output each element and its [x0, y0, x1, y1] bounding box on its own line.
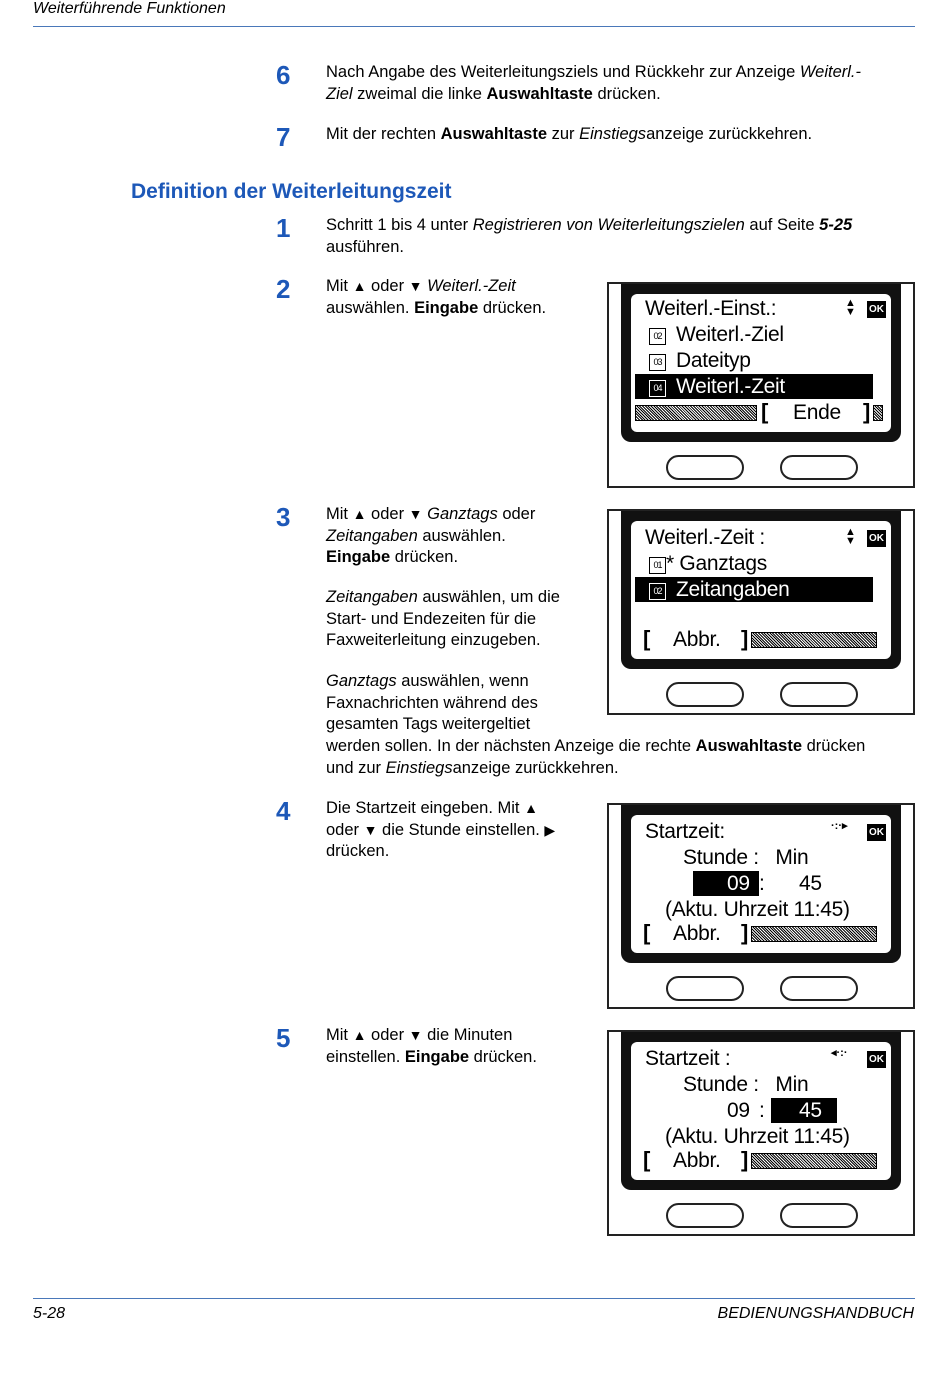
step-number: 4 [276, 796, 291, 826]
lcd-screen: Startzeit : ◂·:· OK Stunde : Min 09 : 45 (Aktu. Uhrzeit 11:45) [ Abbr. ] [631, 1042, 891, 1180]
lcd-softkey-left: Abbr. [673, 1149, 721, 1172]
footer-rule [33, 1298, 915, 1299]
step-3-note-1: Zeitangaben auswählen, um die Start- und Endezeiten für die Faxweiterleitung einzugeben. [326, 588, 560, 650]
step-3-text: Mit ▲ oder ▼ Ganztags oder Zeitangaben auswählen. Eingabe drücken. [326, 505, 536, 567]
left-select-key[interactable] [666, 455, 744, 480]
lcd-menu-item-selected: 04 Weiterl.-Zeit [649, 374, 891, 400]
up-down-icon: ▲ ▼ [845, 526, 856, 547]
lcd-screen: Weiterl.-Einst.: ▲ ▼ OK 02 Weiterl.-Ziel 03 Dateityp 04 Weiterl.-Zeit [ Ende ] [631, 294, 891, 432]
lcd-menu-item: 01 * Ganztags [649, 551, 891, 577]
lcd-separator: : [759, 1099, 765, 1122]
step-number: 3 [276, 502, 291, 532]
lcd-menu-item-selected: 02 Zeitangaben [649, 577, 891, 603]
ok-icon: OK [867, 530, 886, 547]
lcd-menu-item: 03 Dateityp [649, 348, 891, 374]
step-number: 1 [276, 213, 291, 243]
ok-icon: OK [867, 301, 886, 318]
right-select-key[interactable] [780, 455, 858, 480]
page-number: 5-28 [33, 1305, 66, 1322]
lcd-title: Weiterl.-Einst.: [645, 297, 777, 320]
lcd-softkey-left: Abbr. [673, 922, 721, 945]
step-3-note-2: Ganztags auswählen, wenn Faxnachrichten während des gesamten Tags weitergeltiet werden sollen. In der nächsten Anzeige die rechte Auswahltaste drücken und zur Einstiegsanzeige zurückkehren. [326, 672, 866, 777]
lcd-screen: Startzeit: ·:·▸ OK Stunde : Min 09 : 45 (Aktu. Uhrzeit 11:45) [ Abbr. ] [631, 815, 891, 953]
lcd-screen: Weiterl.-Zeit : ▲ ▼ OK 01 * Ganztags 02 Zeitangaben [ Abbr. ] [631, 521, 891, 659]
right-select-key[interactable] [780, 682, 858, 707]
left-select-key[interactable] [666, 682, 744, 707]
down-arrow-icon: ▼ [408, 506, 423, 522]
up-down-icon: ▲ ▼ [845, 297, 856, 318]
lcd-current-time: (Aktu. Uhrzeit 11:45) [665, 1125, 850, 1148]
four-way-arrow-icon: ◂·:· [831, 1047, 848, 1059]
down-arrow-icon: ▼ [363, 821, 378, 838]
step-5-text: Mit ▲ oder ▼ die Minuten einstellen. Eingabe drücken. [326, 1026, 537, 1066]
lcd-panel-1 [607, 282, 915, 488]
lcd-softkey-empty [751, 632, 877, 648]
lcd-field-labels: Stunde : Min [683, 846, 809, 869]
lcd-softkey-empty [751, 926, 877, 942]
step-6-text: Nach Angabe des Weiterleitungsziels und Rückkehr zur Anzeige Weiterl.- Ziel zweimal die linke Auswahltaste drücken. [326, 63, 862, 103]
up-arrow-icon: ▲ [352, 506, 367, 522]
lcd-hour-value: 09 [727, 872, 750, 895]
lcd-title: Startzeit: [645, 820, 725, 843]
manual-title: BEDIENUNGSHANDBUCH [717, 1305, 914, 1322]
lcd-separator: : [759, 872, 765, 895]
lcd-softkey-empty [635, 405, 757, 421]
right-select-key[interactable] [780, 976, 858, 1001]
down-arrow-icon: ▼ [408, 1027, 423, 1043]
lcd-panel-4 [607, 1030, 915, 1236]
lcd-softkey-right: Ende [793, 401, 841, 424]
up-arrow-icon: ▲ [352, 278, 367, 294]
step-number: 6 [276, 60, 291, 90]
step-7-text: Mit der rechten Auswahltaste zur Einstiegsanzeige zurückkehren. [326, 125, 813, 143]
step-1-text: Schritt 1 bis 4 unter Registrieren von Weiterleitungszielen auf Seite 5-25 ausführen. [326, 216, 853, 256]
lcd-title: Weiterl.-Zeit : [645, 526, 765, 549]
lcd-softkey-left: Abbr. [673, 628, 721, 651]
right-arrow-icon: ▶ [544, 821, 556, 838]
lcd-menu-item: 02 Weiterl.-Ziel [649, 322, 891, 348]
left-select-key[interactable] [666, 976, 744, 1001]
lcd-panel-2 [607, 509, 915, 715]
lcd-current-time: (Aktu. Uhrzeit 11:45) [665, 898, 850, 921]
step-number: 2 [276, 274, 291, 304]
lcd-title: Startzeit : [645, 1047, 731, 1070]
running-header: Weiterführende Funktionen [33, 0, 226, 17]
right-select-key[interactable] [780, 1203, 858, 1228]
left-select-key[interactable] [666, 1203, 744, 1228]
down-arrow-icon: ▼ [408, 278, 423, 294]
section-heading: Definition der Weiterleitungszeit [131, 180, 452, 203]
lcd-softkey-empty [751, 1153, 877, 1169]
ok-icon: OK [867, 1051, 886, 1068]
four-way-arrow-icon: ·:·▸ [831, 820, 848, 832]
step-4-text: Die Startzeit eingeben. Mit ▲ oder ▼ die Stunde einstellen. ▶ drücken. [326, 799, 556, 861]
step-number: 5 [276, 1023, 291, 1053]
step-2-text: Mit ▲ oder ▼ Weiterl.-Zeit auswählen. Eingabe drücken. [326, 277, 547, 317]
up-arrow-icon: ▲ [524, 800, 538, 816]
header-rule [33, 26, 915, 27]
lcd-minute-value: 45 [799, 1099, 822, 1122]
step-number: 7 [276, 122, 291, 152]
lcd-minute-value: 45 [799, 872, 822, 895]
lcd-hour-value: 09 [727, 1099, 750, 1122]
lcd-panel-3 [607, 803, 915, 1009]
ok-icon: OK [867, 824, 886, 841]
up-arrow-icon: ▲ [352, 1027, 367, 1043]
lcd-field-labels: Stunde : Min [683, 1073, 809, 1096]
